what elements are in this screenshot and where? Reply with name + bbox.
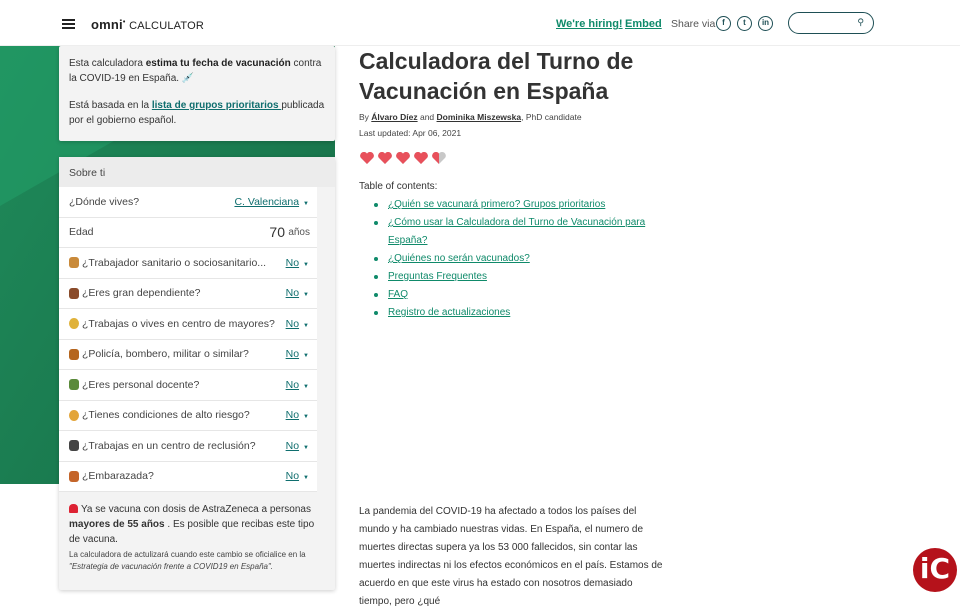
toc-link[interactable]: Registro de actualizaciones xyxy=(388,307,511,318)
heart-icon[interactable] xyxy=(359,150,375,166)
article-paragraph: La pandemia del COVID-19 ha afectado a todos los países del mundo y ha cambiado nuestras vidas. En España, el numero de muertes directas supera ya los 53 000 fallecidos, sin contar las muertes indirectas ni los efectos económicos en el país. Estamos de acuerdo en que este virus ha estado con nosotros demasiado tiempo, pero ¿qué xyxy=(359,506,663,607)
author-link[interactable]: Dominika Miszewska xyxy=(436,112,522,122)
heart-icon[interactable] xyxy=(395,150,411,166)
menu-icon[interactable] xyxy=(62,19,75,29)
toc-item xyxy=(359,214,664,250)
heart-icon[interactable] xyxy=(377,150,393,166)
embed-link[interactable]: Embed xyxy=(625,18,662,30)
author-link[interactable]: Álvaro Díez xyxy=(371,112,418,122)
toc-item xyxy=(359,268,664,286)
police-emoji-icon xyxy=(69,349,79,360)
elderly-center-row: ¿Trabajas o vives en centro de mayores? No ▼ xyxy=(59,309,317,340)
search-icon[interactable]: ⚲ xyxy=(857,17,864,27)
caret-down-icon: ▼ xyxy=(303,353,309,360)
caret-down-icon: ▼ xyxy=(303,475,309,482)
article xyxy=(359,46,664,322)
priority-groups-link[interactable]: lista de grupos prioritarios xyxy=(151,100,282,111)
health-worker-emoji-icon xyxy=(69,257,79,268)
age-unit: años xyxy=(288,226,310,238)
caret-down-icon: ▼ xyxy=(303,444,309,451)
prison-select[interactable]: No ▼ xyxy=(285,439,309,452)
toc-item xyxy=(359,250,664,268)
teacher-row: ¿Eres personal docente? No ▼ xyxy=(59,370,317,401)
linkedin-icon[interactable]: in xyxy=(758,16,773,31)
caret-down-icon: ▼ xyxy=(303,414,309,421)
toc-item xyxy=(359,304,664,322)
toc-item xyxy=(359,196,664,214)
police-select[interactable]: No ▼ xyxy=(285,348,309,361)
twitter-icon[interactable]: t xyxy=(737,16,752,31)
table-of-contents xyxy=(359,196,664,322)
note-small-text: La calculadora de actulizará cuando este cambio se oficialice en la "Estrategia de vacunación frente a COVID19 en España". xyxy=(69,550,306,571)
pregnant-emoji-icon xyxy=(69,471,79,482)
alarm-icon xyxy=(69,504,78,513)
age-row: Edad 70 años xyxy=(59,218,317,249)
pregnant-select[interactable]: No ▼ xyxy=(285,470,309,483)
omni-logo[interactable]: omni• CALCULATOR xyxy=(91,17,205,32)
elderly-center-select[interactable]: No ▼ xyxy=(285,317,309,330)
elder-face-emoji-icon xyxy=(69,318,79,329)
top-header xyxy=(0,0,960,46)
toc-link[interactable]: Preguntas Frequentes xyxy=(388,271,487,282)
caret-down-icon: ▼ xyxy=(303,322,309,329)
brand-badge-icon[interactable]: iC xyxy=(913,548,957,592)
intro-source-text: Está basada en la lista de grupos prioritarios publicada por el gobierno español. xyxy=(69,100,325,126)
pregnant-row: ¿Embarazada? No ▼ xyxy=(59,462,317,493)
share-via-label: Share via xyxy=(671,18,716,30)
caret-down-icon: ▼ xyxy=(303,200,309,207)
facebook-icon[interactable]: f xyxy=(716,16,731,31)
wheelchair-emoji-icon xyxy=(69,288,79,299)
toc-link[interactable]: ¿Quiénes no serán vacunados? xyxy=(388,253,530,264)
calculator-form xyxy=(59,157,335,590)
toc-link[interactable]: ¿Cómo usar la Calculadora del Turno de Vacunación para España? xyxy=(388,217,646,246)
search-input[interactable] xyxy=(797,15,857,33)
high-risk-row: ¿Tienes condiciones de alto riesgo? No ▼ xyxy=(59,401,317,432)
caret-down-icon: ▼ xyxy=(303,383,309,390)
high-risk-select[interactable]: No ▼ xyxy=(285,409,309,422)
heart-icon[interactable] xyxy=(431,150,447,166)
age-input[interactable]: 70 xyxy=(269,224,285,241)
astrazeneca-note: Ya se vacuna con dosis de AstraZeneca a personas mayores de 55 años . Es posible que recibas este tipo de vacuna. La calculadora de actulizará cuando este cambio se oficialice en la "Estrategia de vacunación frente a COVID19 en España". xyxy=(59,492,335,583)
intro-text: Esta calculadora estima tu fecha de vacunación contra la COVID-19 en España. 💉 xyxy=(69,58,322,84)
toc-item xyxy=(359,286,664,304)
heart-icon[interactable] xyxy=(413,150,429,166)
health-worker-select[interactable]: No ▼ xyxy=(285,256,309,269)
police-row: ¿Policía, bombero, militar o similar? No ▼ xyxy=(59,340,317,371)
hiring-link[interactable]: We're hiring! xyxy=(556,18,623,30)
search-box[interactable] xyxy=(788,12,874,34)
caret-down-icon: ▼ xyxy=(303,292,309,299)
dependent-row: ¿Eres gran dependiente? No ▼ xyxy=(59,279,317,310)
sick-face-emoji-icon xyxy=(69,410,79,421)
toc-link[interactable]: ¿Quién se vacunará primero? Grupos prioritarios xyxy=(388,199,606,210)
intro-card xyxy=(59,46,335,141)
toc-link[interactable]: FAQ xyxy=(388,289,409,300)
location-row: ¿Dónde vives? C. Valenciana ▼ xyxy=(59,187,317,218)
rating-hearts[interactable] xyxy=(359,150,664,168)
location-select[interactable]: C. Valenciana ▼ xyxy=(234,195,309,208)
page-title: Calculadora del Turno de Vacunación en España xyxy=(359,48,634,104)
byline: By Álvaro Díez and Dominika Miszewska, PhD candidate xyxy=(359,112,582,122)
form-rows xyxy=(59,187,317,492)
form-section-title: Sobre ti xyxy=(59,157,335,187)
teacher-select[interactable]: No ▼ xyxy=(285,378,309,391)
last-updated: Last updated: Apr 06, 2021 xyxy=(359,128,462,138)
teacher-emoji-icon xyxy=(69,379,79,390)
guard-emoji-icon xyxy=(69,440,79,451)
dependent-select[interactable]: No ▼ xyxy=(285,287,309,300)
toc-heading: Table of contents: xyxy=(359,181,438,192)
caret-down-icon: ▼ xyxy=(303,261,309,268)
prison-row: ¿Trabajas en un centro de reclusión? No ▼ xyxy=(59,431,317,462)
health-worker-row: ¿Trabajador sanitario o sociosanitario... No ▼ xyxy=(59,248,317,279)
